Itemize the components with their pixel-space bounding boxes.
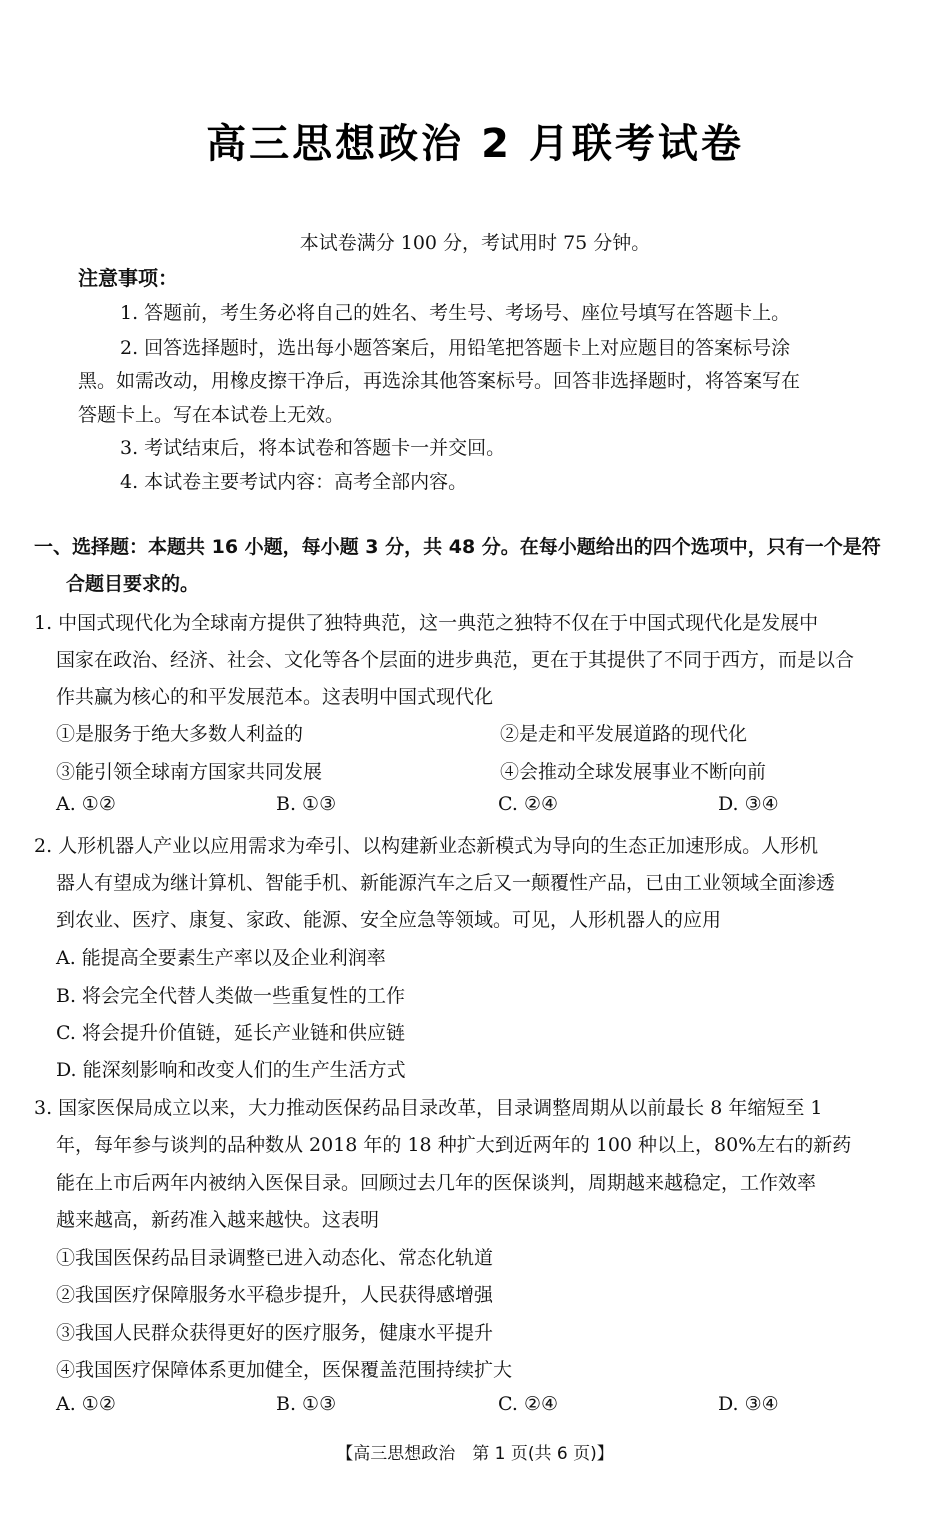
notice-line: 3. 考试结束后，将本试卷和答题卡一并交回。 <box>120 437 506 459</box>
question-3-choice-b: B. ①③ <box>276 1393 337 1415</box>
page-footer: 【高三思想政治 第 1 页(共 6 页)】 <box>336 1444 614 1464</box>
section-heading: 一、选择题：本题共 16 小题，每小题 3 分，共 48 分。在每小题给出的四个选项中，只有一个是符 <box>34 536 881 558</box>
question-1-choice-a: A. ①② <box>56 793 116 815</box>
question-3-item: ④我国医疗保障体系更加健全，医保覆盖范围持续扩大 <box>56 1359 513 1381</box>
exam-info: 本试卷满分 100 分，考试用时 75 分钟。 <box>299 232 651 254</box>
question-1-choice-d: D. ③④ <box>718 793 779 815</box>
question-3-item: ③我国人民群众获得更好的医疗服务，健康水平提升 <box>56 1322 494 1344</box>
page-title: 高三思想政治 2 月联考试卷 <box>206 121 744 167</box>
question-1-item: ①是服务于绝大多数人利益的 <box>56 723 304 745</box>
notice-heading: 注意事项： <box>78 266 178 290</box>
notice-line: 黑。如需改动，用橡皮擦干净后，再选涂其他答案标号。回答非选择题时，将答案写在 <box>78 370 801 392</box>
question-3-choice-a: A. ①② <box>56 1393 116 1415</box>
question-1-choice-c: C. ②④ <box>498 793 559 815</box>
section-heading-cont: 合题目要求的。 <box>66 573 200 595</box>
question-1-stem: 国家在政治、经济、社会、文化等各个层面的进步典范，更在于其提供了不同于西方，而是以合 <box>56 649 855 671</box>
notice-line: 1. 答题前，考生务必将自己的姓名、考生号、考场号、座位号填写在答题卡上。 <box>120 302 791 324</box>
question-1-item: ②是走和平发展道路的现代化 <box>500 723 748 745</box>
notice-line: 2. 回答选择题时，选出每小题答案后，用铅笔把答题卡上对应题目的答案标号涂 <box>120 337 791 359</box>
question-2-option-b: B. 将会完全代替人类做一些重复性的工作 <box>56 985 406 1007</box>
question-3-stem: 3. 国家医保局成立以来，大力推动医保药品目录改革，目录调整周期从以前最长 8 年缩短至 1 <box>34 1097 823 1119</box>
notice-line: 答题卡上。写在本试卷上无效。 <box>78 404 345 426</box>
question-2-option-a: A. 能提高全要素生产率以及企业利润率 <box>56 947 386 969</box>
question-3-stem: 能在上市后两年内被纳入医保目录。回顾过去几年的医保谈判，周期越来越稳定，工作效率 <box>56 1172 817 1194</box>
question-3-stem: 越来越高，新药准入越来越快。这表明 <box>56 1209 380 1231</box>
question-2-stem: 2. 人形机器人产业以应用需求为牵引、以构建新业态新模式为导向的生态正加速形成。人形机 <box>34 835 819 857</box>
question-2-stem: 器人有望成为继计算机、智能手机、新能源汽车之后又一颠覆性产品，已由工业领域全面渗透 <box>56 872 836 894</box>
question-3-choice-d: D. ③④ <box>718 1393 779 1415</box>
question-3-choice-c: C. ②④ <box>498 1393 559 1415</box>
question-1-item: ③能引领全球南方国家共同发展 <box>56 761 323 783</box>
question-2-stem: 到农业、医疗、康复、家政、能源、安全应急等领域。可见，人形机器人的应用 <box>56 909 722 931</box>
question-1-item: ④会推动全球发展事业不断向前 <box>500 761 767 783</box>
question-1-stem: 1. 中国式现代化为全球南方提供了独特典范，这一典范之独特不仅在于中国式现代化是发展中 <box>34 612 819 634</box>
question-3-stem: 年，每年参与谈判的品种数从 2018 年的 18 种扩大到近两年的 100 种以上，80%左右的新药 <box>56 1134 852 1156</box>
question-2-option-d: D. 能深刻影响和改变人们的生产生活方式 <box>56 1059 406 1081</box>
question-1-stem: 作共赢为核心的和平发展范本。这表明中国式现代化 <box>56 686 494 708</box>
question-3-item: ①我国医保药品目录调整已进入动态化、常态化轨道 <box>56 1247 494 1269</box>
question-3-item: ②我国医疗保障服务水平稳步提升，人民获得感增强 <box>56 1284 494 1306</box>
notice-line: 4. 本试卷主要考试内容：高考全部内容。 <box>120 471 468 493</box>
question-1-choice-b: B. ①③ <box>276 793 337 815</box>
question-2-option-c: C. 将会提升价值链，延长产业链和供应链 <box>56 1022 405 1044</box>
